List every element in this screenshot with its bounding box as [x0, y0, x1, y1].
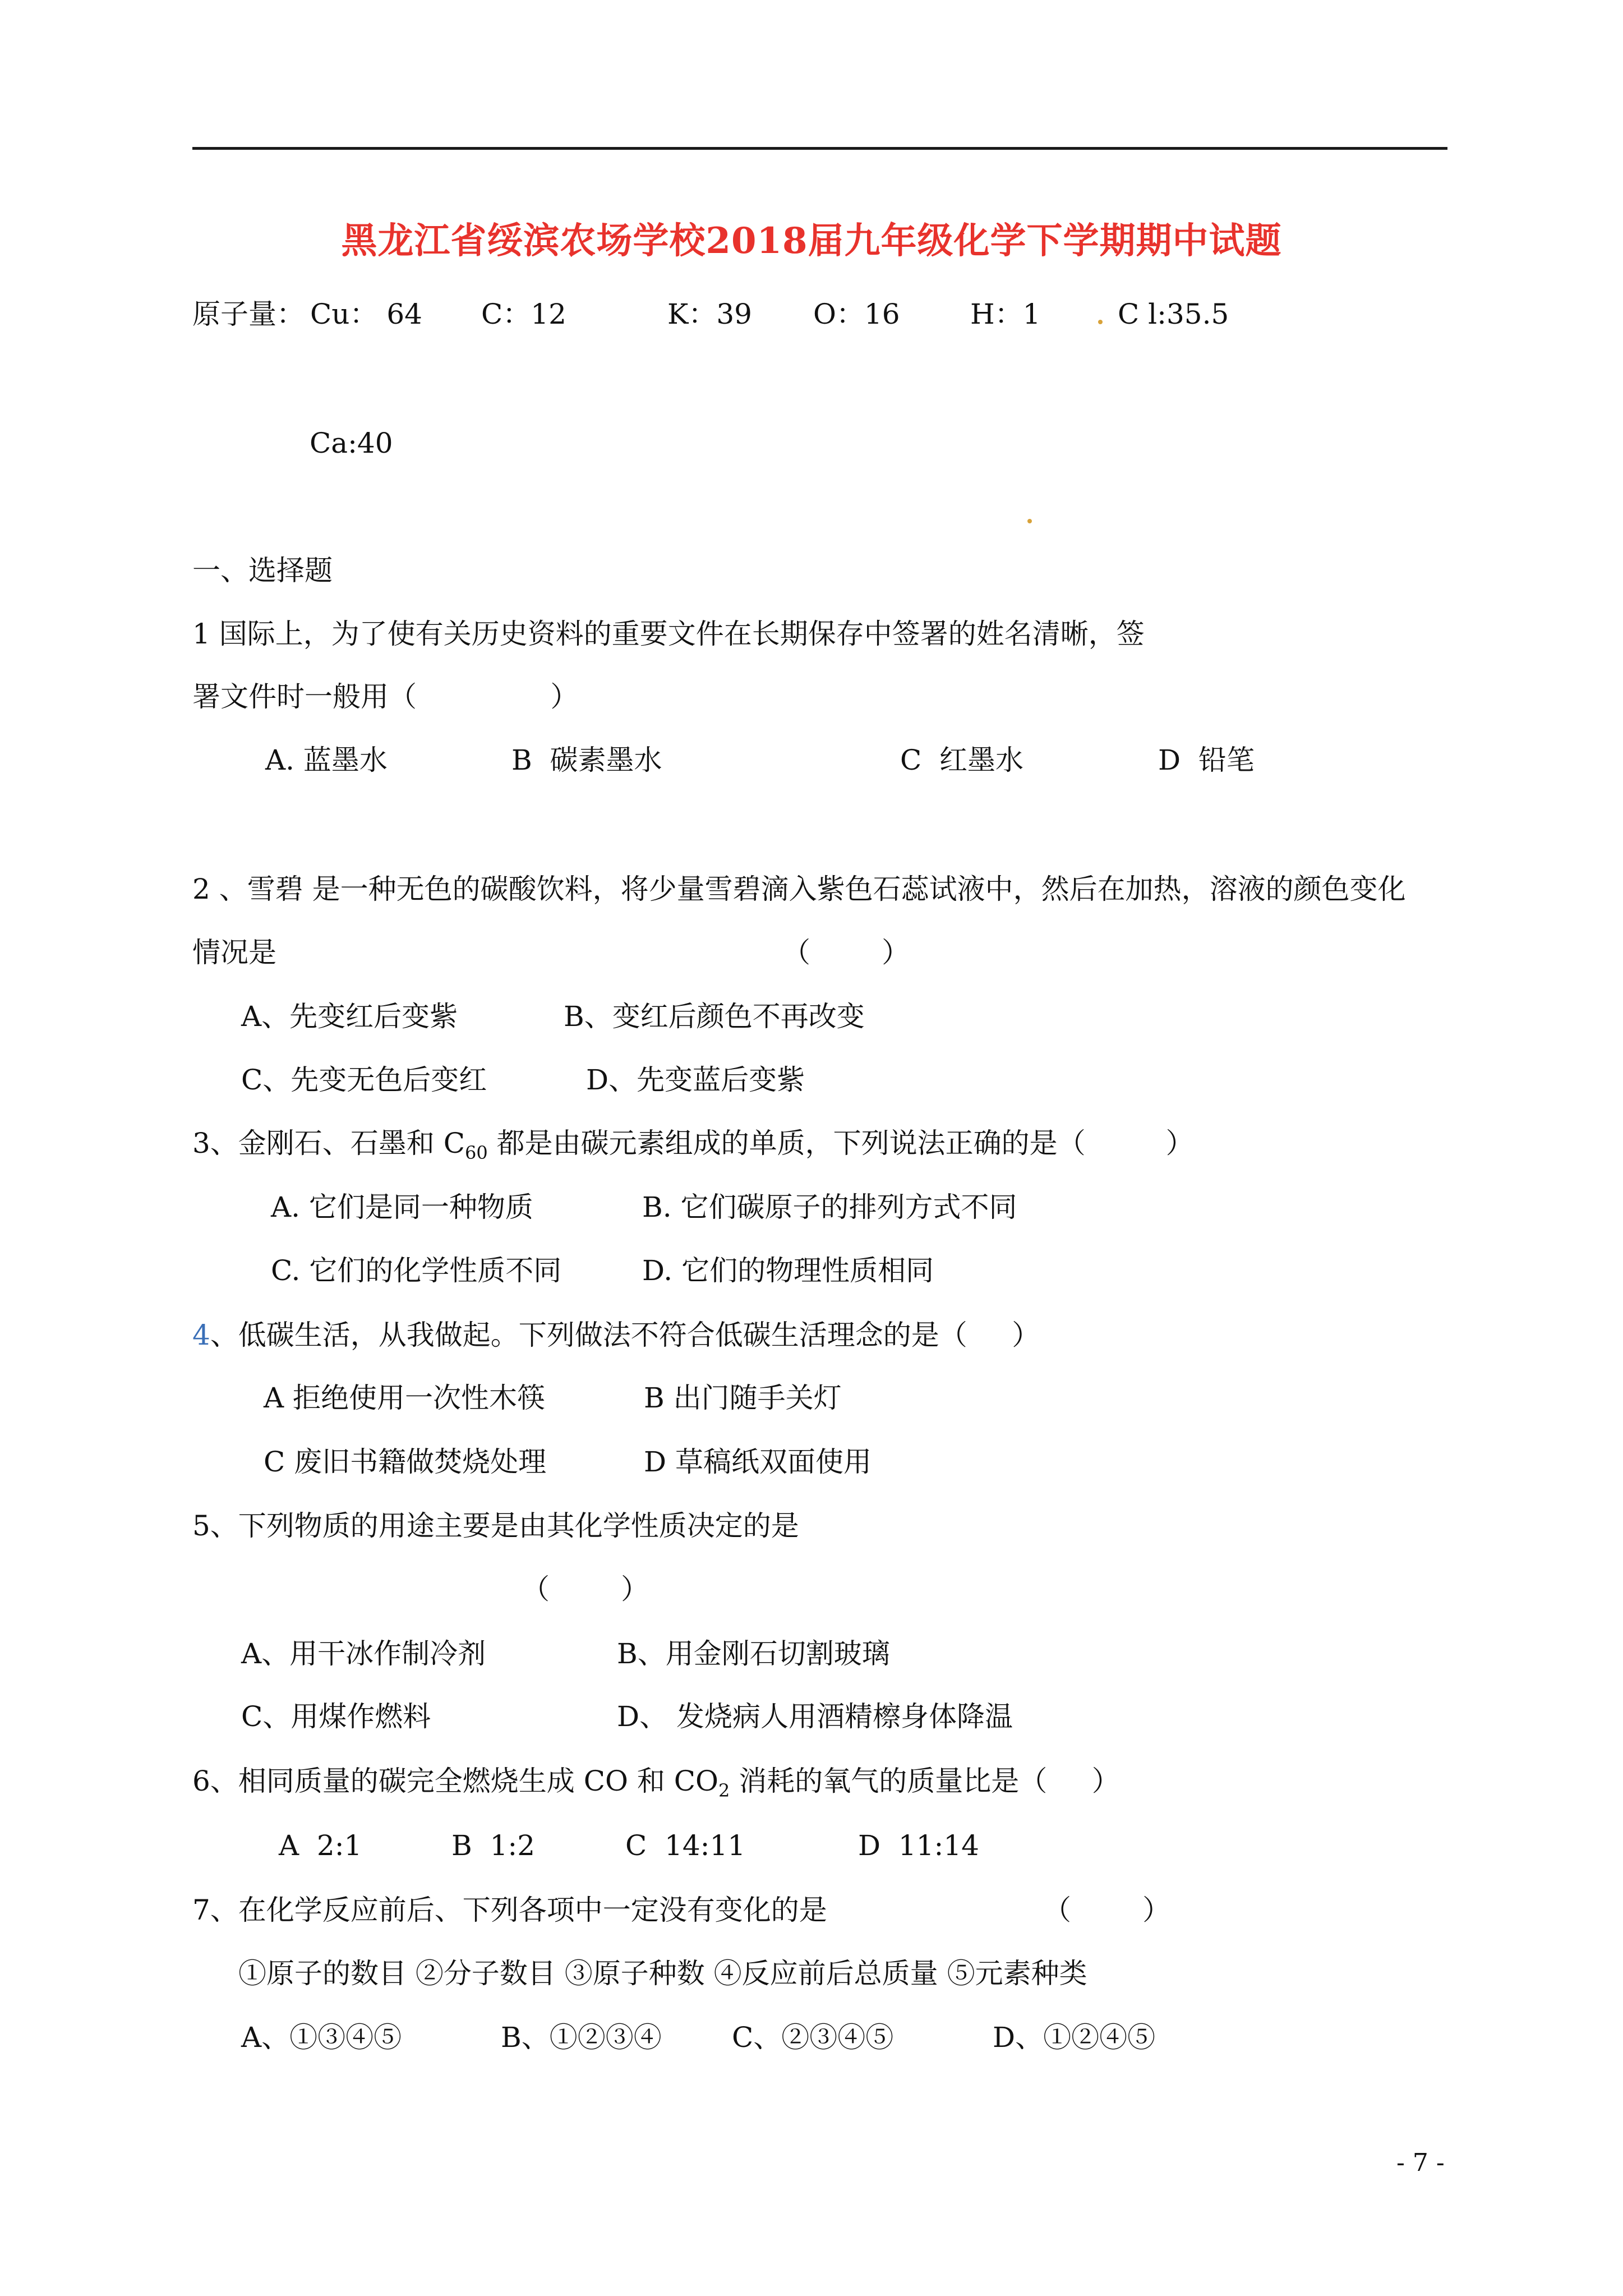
atomic-mass-o: O：16 [813, 298, 900, 330]
atomic-mass-cl: C l:35.5 [1118, 298, 1229, 330]
q2-line2: 情况是 [192, 936, 276, 969]
q1-line2: 署文件时一般用（ ） [192, 680, 579, 713]
q4-option-c: C 废旧书籍做焚烧处理 [264, 1446, 547, 1478]
speck-mark [1027, 519, 1032, 523]
q5-option-b: B、用金刚石切割玻璃 [617, 1637, 890, 1670]
q4-stem [192, 1318, 1040, 1352]
q3-option-b: B. 它们碳原子的排列方式不同 [642, 1191, 1017, 1223]
header-rule [192, 147, 1447, 150]
q4-option-d: D 草稿纸双面使用 [644, 1446, 872, 1478]
q3-option-c: C. 它们的化学性质不同 [271, 1254, 562, 1287]
q6-prefix: 6、相同质量的碳完全燃烧生成 CO 和 CO [192, 1765, 718, 1797]
q4-option-a: A 拒绝使用一次性木筷 [264, 1382, 546, 1414]
speck-mark [1098, 320, 1103, 324]
q1-option-d: D 铅笔 [1158, 744, 1255, 776]
atomic-mass-label: 原子量： [192, 298, 305, 330]
q6-option-c: C 14:11 [625, 1829, 746, 1862]
q2-line1: 2 、雪碧 是一种无色的碳酸饮料，将少量雪碧滴入紫色石蕊试液中，然后在加热，溶液的颜色变化 [192, 873, 1406, 905]
page-number: - 7 - [1396, 2148, 1445, 2177]
q4-number: 4 [192, 1319, 210, 1351]
q6-option-d: D 11:14 [858, 1829, 979, 1862]
q5-bracket: （ ） [522, 1573, 649, 1605]
q2-option-a: A、先变红后变紫 [241, 1000, 458, 1033]
q7-option-a: A、①③④⑤ [241, 2021, 402, 2054]
q3-option-d: D. 它们的物理性质相同 [642, 1254, 934, 1287]
q7-option-c: C、②③④⑤ [732, 2021, 894, 2054]
q3-suffix: 都是由碳元素组成的单质，下列说法正确的是（ ） [487, 1127, 1194, 1159]
q7-option-b: B、①②③④ [501, 2021, 662, 2054]
q5-option-c: C、用煤作燃料 [241, 1700, 431, 1733]
q2-option-c: C、先变无色后变红 [241, 1064, 487, 1096]
q5-line1: 5、下列物质的用途主要是由其化学性质决定的是 [192, 1510, 799, 1542]
q6-option-b: B 1:2 [451, 1829, 535, 1862]
q7-bracket: （ ） [1043, 1894, 1171, 1926]
q7-items: ①原子的数目 ②分子数目 ③原子种数 ④反应前后总质量 ⑤元素种类 [238, 1957, 1087, 1990]
atomic-mass-k: K：39 [667, 298, 752, 330]
atomic-mass-c: C：12 [481, 298, 566, 330]
q4-option-b: B 出门随手关灯 [644, 1382, 842, 1414]
q6-stem [192, 1764, 1120, 1807]
page-title: 黑龙江省绥滨农场学校2018届九年级化学下学期期中试题 [341, 220, 1282, 262]
atomic-mass-ca: Ca:40 [310, 427, 393, 459]
q7-line1: 7、在化学反应前后、下列各项中一定没有变化的是 [192, 1894, 827, 1926]
q6-subscript: 2 [718, 1780, 730, 1801]
q1-option-c: C 红墨水 [900, 744, 1024, 776]
section-heading: 一、选择题 [192, 554, 333, 587]
q6-option-a: A 2:1 [279, 1829, 362, 1862]
q4-text: 、低碳生活，从我做起。下列做法不符合低碳生活理念的是（ ） [210, 1319, 1040, 1351]
atomic-mass-h: H：1 [970, 298, 1041, 330]
atomic-mass-cu: Cu： 64 [310, 298, 422, 330]
q1-option-b: B 碳素墨水 [511, 744, 662, 776]
q2-option-d: D、先变蓝后变紫 [586, 1064, 805, 1096]
q3-option-a: A. 它们是同一种物质 [271, 1191, 533, 1223]
q6-suffix: 消耗的氧气的质量比是（ ） [730, 1765, 1120, 1797]
q5-option-d: D、 发烧病人用酒精檫身体降温 [617, 1700, 1013, 1733]
q3-subscript: 60 [464, 1142, 488, 1163]
q2-option-b: B、变红后颜色不再改变 [564, 1000, 865, 1033]
q5-option-a: A、用干冰作制冷剂 [241, 1637, 486, 1670]
q3-stem [192, 1126, 1194, 1170]
q1-line1: 1 国际上，为了使有关历史资料的重要文件在长期保存中签署的姓名清晰，签 [192, 618, 1145, 650]
q7-option-d: D、①②④⑤ [993, 2021, 1156, 2054]
q1-option-a: A. 蓝墨水 [265, 744, 388, 776]
q2-bracket: （ ） [782, 936, 910, 969]
q3-prefix: 3、金刚石、石墨和 C [192, 1127, 465, 1159]
